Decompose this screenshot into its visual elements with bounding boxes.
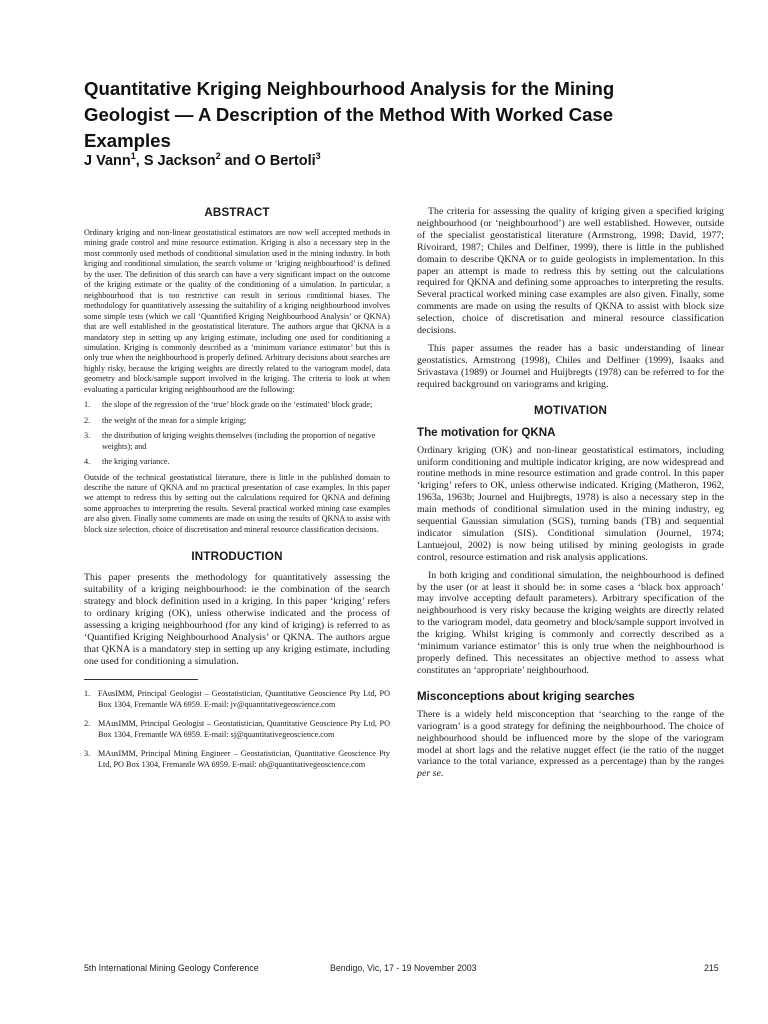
footnote bbox=[84, 719, 390, 740]
footnote bbox=[84, 749, 390, 770]
introduction-heading: INTRODUCTION bbox=[191, 550, 283, 564]
introduction-text: This paper presents the methodology for quantitatively assessing the suitability of a kriging neighbourhood: ie the combination of the search strategy and block definition used in a kriging. In this paper ‘kriging’ refers to ordinary kriging (OK), unless otherwise indicated and the process of assessing a kriging neighbourhood (for any kind of kriging) is referred to as ‘Quantified Kriging Neighbourhood Analysis’ or QKNA. The authors argue that QKNA is a mandatory step in setting up any kriging estimate, including one used for conditioning a simulation. bbox=[84, 572, 390, 667]
list-item bbox=[84, 431, 390, 452]
list-number: 4. bbox=[84, 457, 91, 467]
misconceptions-subheading: Misconceptions about kriging searches bbox=[417, 689, 635, 703]
footnote-text: MAusIMM, Principal Mining Engineer – Geostatistician, Quantitative Geoscience Pty Ltd, PO Box 1304, Fremantle WA 6959. E-mail: ob@quantitativegeoscience.com bbox=[98, 749, 390, 769]
motivation-subheading: The motivation for QKNA bbox=[417, 425, 556, 439]
abstract-heading: ABSTRACT bbox=[204, 206, 270, 219]
paragraph-text: There is a widely held misconception that ‘searching to the range of the variogram’ is a good strategy for defining the neighbourhood. The choice of neighbourhood should be influenced more by the slope of the variogram model at short lags and the relative nugget effect (ie the ratio of the nugget variance to the total variance, expressed as a percentage) than by the ranges bbox=[417, 708, 724, 768]
paper-title: Quantitative Kriging Neighbourhood Analysis for the Mining Geologist — A Description of the Method With Worked Case Examples bbox=[84, 78, 615, 151]
list-text: the kriging variance. bbox=[102, 457, 170, 467]
author-name: J Vann bbox=[84, 153, 131, 169]
author-separator: and bbox=[220, 153, 255, 169]
motivation-heading: MOTIVATION bbox=[533, 403, 608, 417]
list-number: 3. bbox=[84, 431, 91, 441]
body-paragraph: Ordinary kriging (OK) and non-linear geostatistical estimators, including uniform conditioning and multiple indicator kriging, are now widespread and routine methods in mine resource estimation and grade control. In this paper ‘kriging’ refers to OK, unless otherwise indicated. Kriging (Matheron, 1962, 1963a, 1963b; Journel and Huijbregts, 1978) is also a necessary step in the main methods of conditional simulation used in the mining industry, eg sequential Gaussian simulation (SGS), turning bands (TB) and sequential indicator simulation (SIS). Conditional simulation (Journel, 1974; Lantuejoul, 2002) is now being utilised by mining geologists in grade control, resource estimation and risk analysis applications. bbox=[417, 444, 724, 563]
footnote-divider bbox=[84, 679, 198, 680]
list-number: 1. bbox=[84, 400, 91, 410]
page-number: 215 bbox=[704, 963, 719, 973]
abstract-intro: Ordinary kriging and non-linear geostatistical estimators are now well accepted methods in mining grade control and mine resource estimation. Kriging is also a necessary step in the most commonly used methods of conditional simulation used in the mining industry. In both kriging and conditional simulation, the search volume or ‘kriging neighbourhood’ is defined by the user. The definition of this search can have a very significant impact on the outcome of the kriging estimate or the quality of the conditioning of a simulation. In particular, a neighbourhood that is too restrictive can result in serious conditional biases. The methodology for quantitatively assessing the suitability of a kriging neighbourhood involves some simple tests (which we call ‘Quantified Kriging Neighbourhood Analysis’ or QKNA) that are well established in the geostatistical literature. The authors argue that QKNA is a mandatory step in setting up any kriging estimate, including one used for conditioning a simulation. Kriging is commonly described as a ‘minimum variance estimator’ but this is only true when the neighbourhood is properly defined. Arbitrary decisions about searches are highly risky, because the kriging weights are directly related to the variogram model, data geometry and block/sample support involved in the kriging. The criteria to look at when evaluating a particular kriging neighbourhood are the following: bbox=[84, 228, 390, 394]
paragraph-end: . bbox=[440, 768, 444, 780]
author-affiliation-mark: 3 bbox=[315, 151, 321, 162]
criteria-list bbox=[84, 400, 390, 467]
italic-text: per se bbox=[417, 768, 441, 780]
author-name: O Bertoli bbox=[254, 153, 316, 169]
body-paragraph: This paper assumes the reader has a basic understanding of linear geostatistics. Armstrong (1998), Chiles and Delfiner (1999), Isaaks and Srivastava (1989) or Journel and Huijbregts (1978) can be referred to for the required background on variograms and kriging. bbox=[417, 342, 724, 390]
footnote-number: 1. bbox=[84, 689, 91, 699]
list-text: the slope of the regression of the ‘true’ block grade on the ‘estimated’ block grade; bbox=[102, 400, 373, 410]
left-column bbox=[84, 206, 390, 779]
footnote-text: FAusIMM, Principal Geologist – Geostatistician, Quantitative Geoscience Pty Ltd, PO Box 1304, Fremantle WA 6959. E-mail: jv@quantitativegeoscience.com bbox=[98, 689, 390, 709]
author-affiliation-mark: 1 bbox=[130, 151, 136, 162]
author-name: S Jackson bbox=[143, 153, 216, 169]
author-separator: , bbox=[135, 153, 144, 169]
body-paragraph: The criteria for assessing the quality of kriging given a specified kriging neighbourhood (or ‘neighbourhood’) are well established. However, outside of the specialist geostatistical literature (Armstrong, 1998; David, 1977; Rivoirard, 1987; Chiles and Delfiner, 1999), there is little in the published domain to describe QKNA or to guide geologists in implementation. In this paper an attempt is made to redress this by setting out the calculations required for QKNA and defining some approaches to interpreting the results. Several practical worked mining case examples are also given. Finally, some comments are made on using the results of QKNA to assist with block size selection, choice of discretisation and mineral resource classification decisions. bbox=[417, 206, 724, 337]
abstract-closing: Outside of the technical geostatistical literature, there is little in the published domain to describe the nature of QKNA and no practical presentation of case examples. In this paper we attempt to redress this by setting out the calculations required for QKNA and defining some approaches to interpreting the results. Several practical worked mining case examples are also given. Finally some comments are made on using the results of QKNA to assist with block size selection, choice of discretisation and mineral resource classification decisions. bbox=[84, 472, 390, 534]
list-item bbox=[84, 457, 390, 467]
footer-conference: 5th International Mining Geology Conference bbox=[84, 963, 259, 973]
list-item bbox=[84, 416, 390, 426]
list-text: the distribution of kriging weights themselves (including the proportion of negative weights); and bbox=[102, 431, 376, 451]
list-text: the weight of the mean for a simple kriging; bbox=[102, 415, 247, 425]
footer-location-date: Bendigo, Vic, 17 - 19 November 2003 bbox=[330, 963, 477, 973]
body-paragraph bbox=[417, 709, 724, 780]
author-affiliation-mark: 2 bbox=[215, 151, 221, 162]
footnote-text: MAusIMM, Principal Geologist – Geostatistician, Quantitative Geoscience Pty Ltd, PO Box 1304, Fremantle WA 6959. E-mail: sj@quantitativegeoscience.com bbox=[98, 719, 390, 739]
footnote-number: 2. bbox=[84, 719, 91, 729]
footnote-number: 3. bbox=[84, 749, 91, 759]
author-list bbox=[84, 153, 321, 169]
affiliation-footnotes bbox=[84, 689, 390, 770]
right-column bbox=[417, 206, 724, 780]
list-number: 2. bbox=[84, 415, 91, 425]
body-paragraph: In both kriging and conditional simulation, the neighbourhood is defined by the user (or at least it should be: in some cases a ‘black box approach’ may involve accepting default parameters). Arbitrary specification of the neighbourhood is very risky because the kriging weights are directly related to the variogram model, data geometry and block/sample support involved in the kriging. Whilst kriging is commonly and correctly described as a ‘minimum variance estimator’ this is only true when the neighbourhood is properly defined. This necessitates an objective method to assess what constitutes an ‘appropriate’ neighbourhood. bbox=[417, 569, 724, 676]
footnote bbox=[84, 689, 390, 710]
list-item bbox=[84, 400, 390, 410]
